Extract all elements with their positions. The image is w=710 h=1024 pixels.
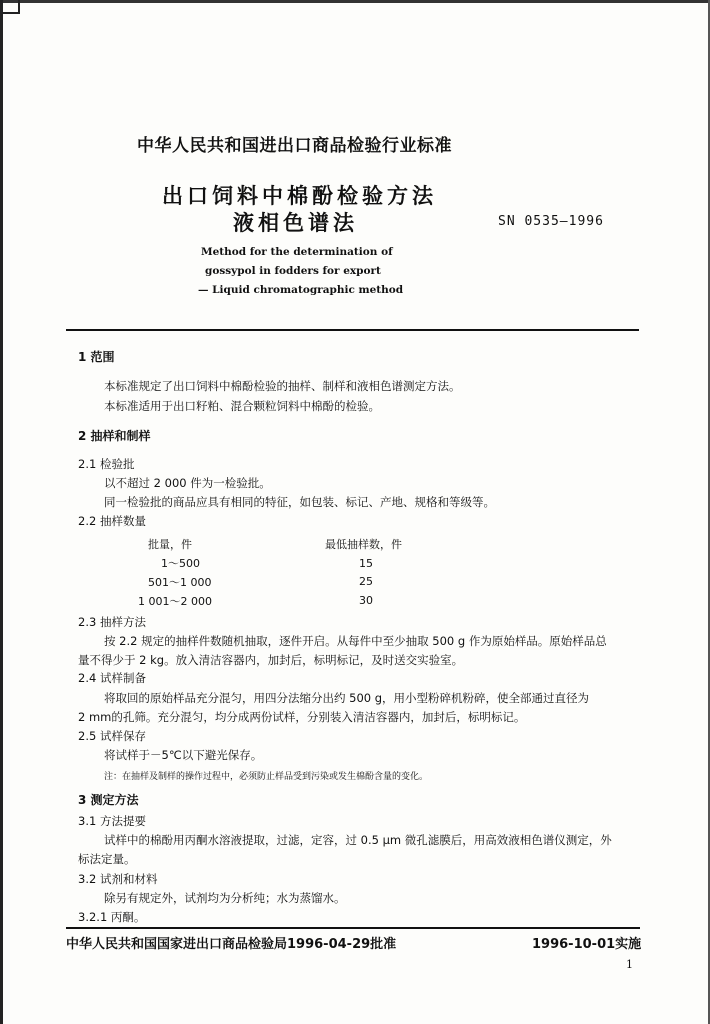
- subsection-heading: 2.5 试样保存: [78, 729, 146, 743]
- document-title: 出口饲料中棉酚检验方法: [162, 184, 437, 208]
- section-heading: 2 抽样和制样: [78, 429, 151, 443]
- subsection-heading: 2.3 抽样方法: [78, 615, 146, 629]
- table-header-min-sample: 最低抽样数，件: [325, 538, 402, 551]
- paragraph: 试样中的棉酚用丙酮水溶液提取，过滤，定容，过 0.5 μm 微孔滤膜后，用高效液相色谱仪测定，外: [104, 833, 612, 847]
- table-cell-batch: 1 001～2 000: [138, 595, 212, 608]
- approval-line: 中华人民共和国国家进出口商品检验局1996-04-29批准: [66, 937, 397, 952]
- scan-corner-mark: [0, 0, 20, 14]
- subsection-heading: 2.2 抽样数量: [78, 514, 146, 528]
- paragraph: 标法定量。: [78, 852, 136, 866]
- subsection-heading: 3.1 方法提要: [78, 814, 146, 828]
- paragraph: 将取回的原始样品充分混匀，用四分法缩分出约 500 g，用小型粉碎机粉碎，使全部通过直径为: [104, 691, 590, 705]
- section-heading: 1 范围: [78, 350, 115, 364]
- note: 注：在抽样及制样的操作过程中，必须防止样品受到污染或发生棉酚含量的变化。: [104, 772, 429, 782]
- standard-code: SN 0535—1996: [498, 214, 604, 229]
- footer-divider: [66, 927, 640, 929]
- standard-series-heading: 中华人民共和国进出口商品检验行业标准: [137, 136, 452, 156]
- english-title-line: Method for the determination of: [201, 246, 393, 258]
- english-title-line: gossypol in fodders for export: [205, 265, 381, 277]
- section-heading: 3 测定方法: [78, 793, 139, 807]
- table-header-batch: 批量，件: [148, 538, 192, 551]
- subsection-heading: 2.4 试样制备: [78, 671, 146, 685]
- subsection-heading: 2.1 检验批: [78, 457, 135, 471]
- header-divider: [66, 329, 639, 331]
- paragraph: 将试样于－5℃以下避光保存。: [104, 748, 263, 762]
- table-cell-min: 15: [359, 557, 373, 570]
- table-cell-min: 25: [359, 575, 373, 588]
- paragraph: 除另有规定外，试剂均为分析纯；水为蒸馏水。: [104, 891, 346, 905]
- paragraph: 2 mm的孔筛。充分混匀，均分成两份试样，分别装入清洁容器内，加封后，标明标记。: [78, 710, 526, 724]
- subsection-heading: 3.2.1 丙酮。: [78, 910, 146, 924]
- scan-edge-top: [0, 0, 710, 3]
- table-cell-batch: 501～1 000: [148, 576, 212, 589]
- subsection-heading: 3.2 试剂和材料: [78, 872, 158, 886]
- implementation-date: 1996-10-01实施: [532, 937, 642, 952]
- paragraph: 同一检验批的商品应具有相同的特征，如包装、标记、产地、规格和等级等。: [104, 495, 495, 509]
- scan-edge-left: [0, 0, 3, 1024]
- english-title-line: — Liquid chromatographic method: [198, 284, 404, 296]
- table-cell-min: 30: [359, 594, 373, 607]
- paragraph: 量不得少于 2 kg。放入清洁容器内，加封后，标明标记，及时送交实验室。: [78, 653, 464, 667]
- paragraph: 按 2.2 规定的抽样件数随机抽取，逐件开启。从每件中至少抽取 500 g 作为原始样品。原始样品总: [104, 634, 607, 648]
- document-subtitle: 液相色谱法: [233, 211, 358, 235]
- paragraph: 以不超过 2 000 件为一检验批。: [104, 476, 271, 490]
- paragraph: 本标准适用于出口籽粕、混合颗粒饲料中棉酚的检验。: [104, 399, 380, 413]
- table-cell-batch: 1～500: [161, 557, 200, 570]
- paragraph: 本标准规定了出口饲料中棉酚检验的抽样、制样和液相色谱测定方法。: [104, 379, 461, 393]
- page-number: 1: [626, 958, 633, 971]
